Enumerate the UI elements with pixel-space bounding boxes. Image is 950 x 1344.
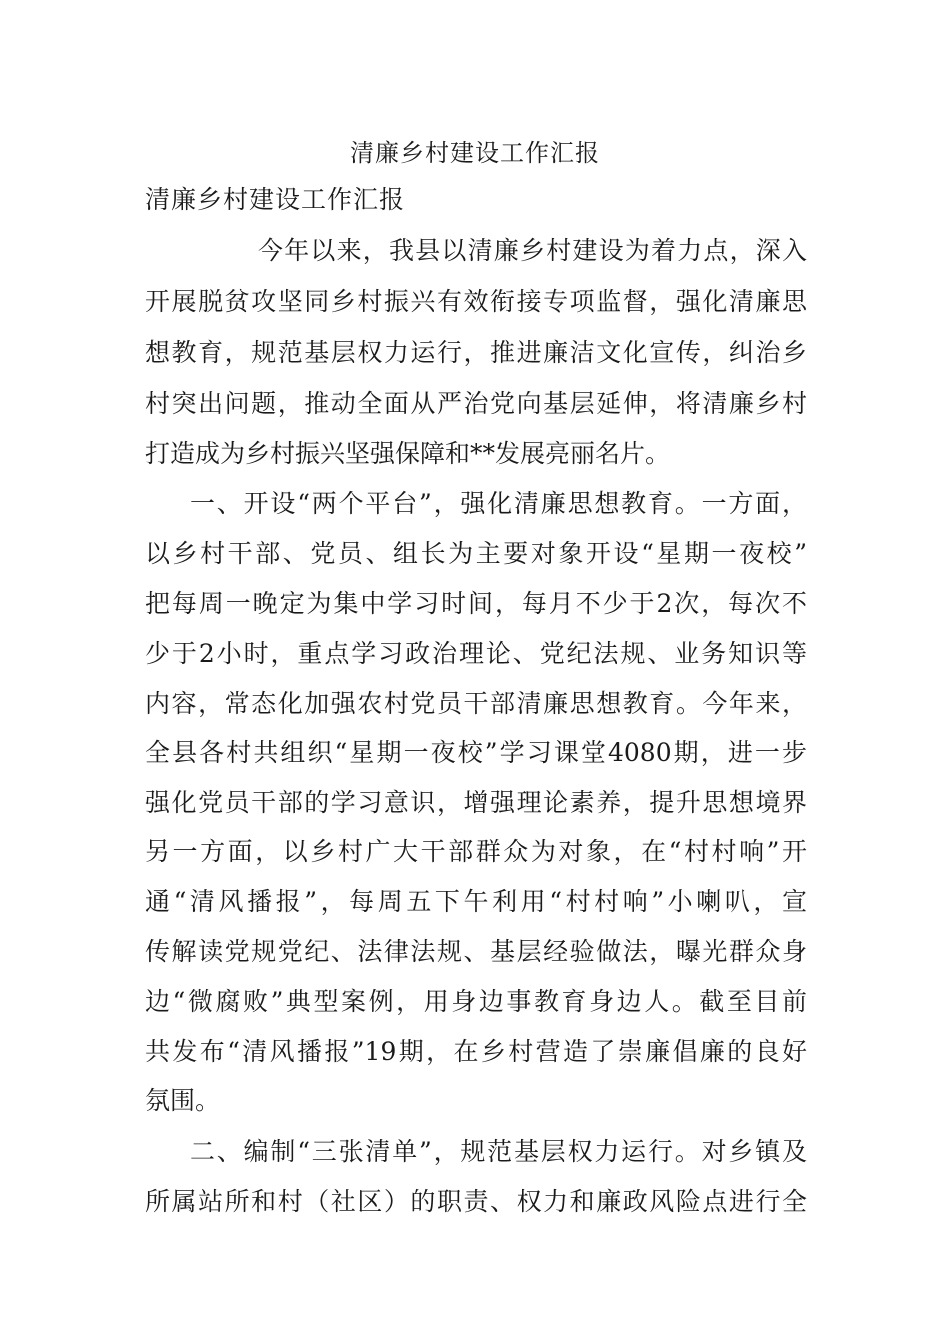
body-line: 二、编制“三张清单”，规范基层权力运行。对乡镇及 [190,1137,807,1166]
body-line: 全县各村共组织“星期一夜校”学习课堂4080期，进一步 [145,738,807,767]
body-line: 传解读党规党纪、法律法规、基层经验做法，曝光群众身 [145,937,807,966]
body-line: 另一方面，以乡村广大干部群众为对象，在“村村响”开 [145,837,807,866]
body-line: 想教育，规范基层权力运行，推进廉洁文化宣传，纠治乡 [145,338,807,367]
body-line: 一、开设“两个平台”，强化清廉思想教育。一方面， [190,489,807,518]
body-line: 开展脱贫攻坚同乡村振兴有效衔接专项监督，强化清廉思 [145,287,807,316]
body-line: 今年以来，我县以清廉乡村建设为着力点，深入 [258,236,807,265]
body-line: 少于2小时，重点学习政治理论、党纪法规、业务知识等 [145,639,807,668]
body-line: 边“微腐败”典型案例，用身边事教育身边人。截至目前 [145,987,807,1016]
body-line: 所属站所和村（社区）的职责、权力和廉政风险点进行全 [145,1187,807,1216]
body-line: 内容，常态化加强农村党员干部清廉思想教育。今年来， [145,689,807,718]
body-line: 村突出问题，推动全面从严治党向基层延伸，将清廉乡村 [145,389,807,418]
body-line: 共发布“清风播报”19期，在乡村营造了崇廉倡廉的良好 [145,1037,807,1066]
body-line: 通“清风播报”，每周五下午利用“村村响”小喇叭，宣 [145,887,807,916]
document-title: 清廉乡村建设工作汇报 [350,139,600,167]
body-line: 打造成为乡村振兴坚强保障和**发展亮丽名片。 [145,439,671,468]
document-subtitle: 清廉乡村建设工作汇报 [145,185,406,214]
body-line: 把每周一晚定为集中学习时间，每月不少于2次，每次不 [145,589,807,618]
body-line: 氛围。 [145,1086,221,1115]
body-line: 以乡村干部、党员、组长为主要对象开设“星期一夜校” [145,539,807,568]
body-line: 强化党员干部的学习意识，增强理论素养，提升思想境界 [145,788,807,817]
